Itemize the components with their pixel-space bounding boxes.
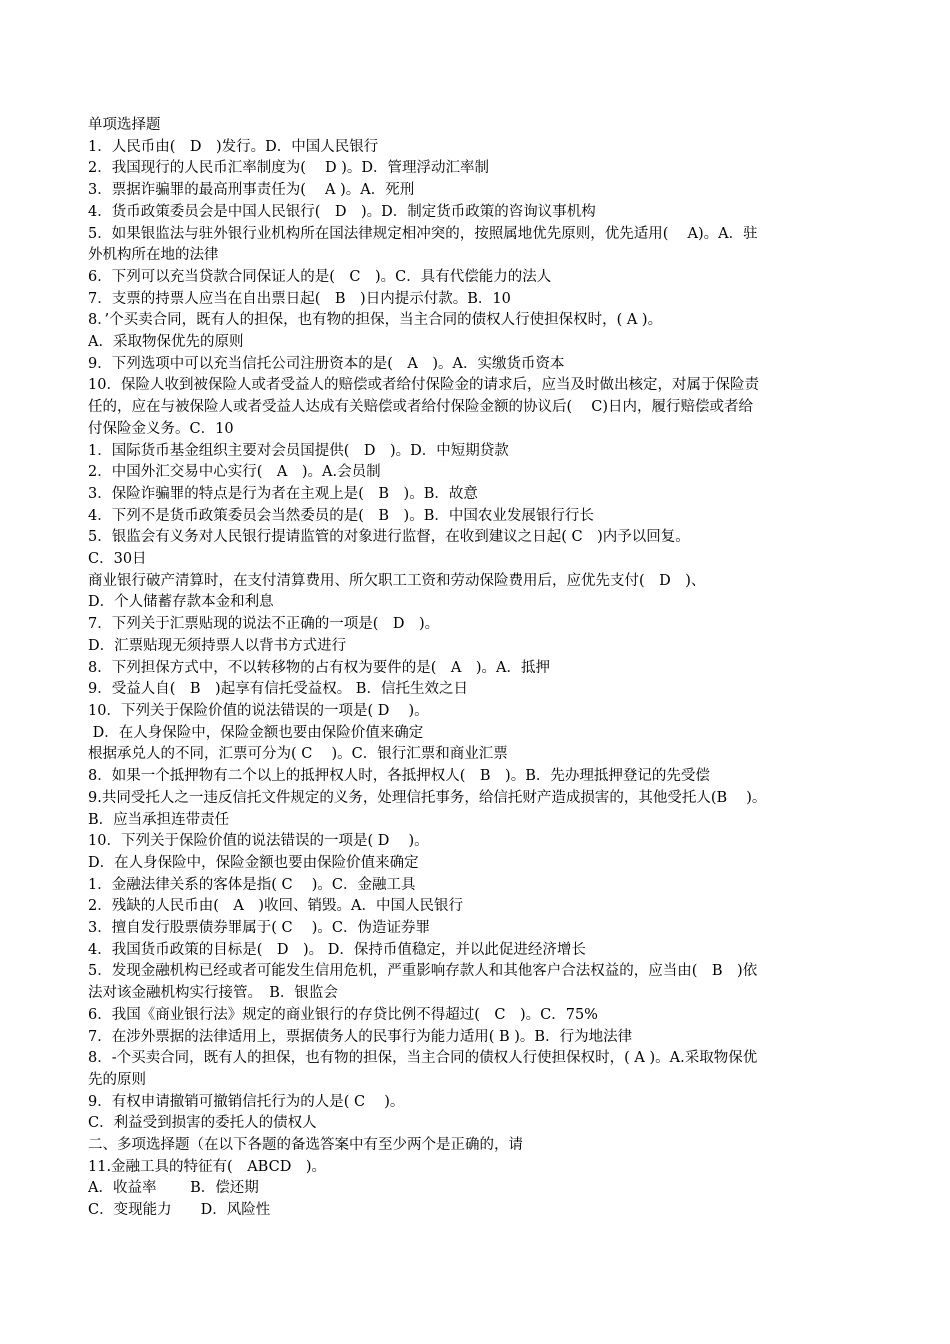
text-line: 1．国际货币基金组织主要对会员国提供( D )。D．中短期贷款 xyxy=(88,442,509,459)
text-line: 先的原则 xyxy=(88,1071,146,1088)
text-line: 2．中国外汇交易中心实行( A )。A.会员制 xyxy=(88,464,381,481)
text-line: 9.共同受托人之一违反信托文件规定的义务，处理信托事务，给信托财产造成损害的，其他受托人(B )。 xyxy=(88,789,767,806)
text-line: 10．下列关于保险价值的说法错误的一项是( D )。 xyxy=(88,833,429,850)
text-line: A．采取物保优先的原则 xyxy=(88,334,244,351)
text-line: 外机构所在地的法律 xyxy=(88,247,219,264)
text-line: 3．票据诈骗罪的最高刑事责任为( A )。A．死刑 xyxy=(88,182,415,199)
text-line: 2．我国现行的人民币汇率制度为( D )。D．管理浮动汇率制 xyxy=(88,160,490,177)
text-line: 根据承兑人的不同，汇票可分为( C )。C．银行汇票和商业汇票 xyxy=(88,746,508,763)
text-line: C．利益受到损害的委托人的债权人 xyxy=(88,1115,317,1132)
text-line: 1．人民币由( D )发行。D．中国人民银行 xyxy=(88,138,379,155)
text-line: C．变现能力 D．风险性 xyxy=(88,1202,271,1219)
text-line: 5．如果银监法与驻外银行业机构所在国法律规定相冲突的，按照属地优先原则，优先适用( A)。A．驻 xyxy=(88,225,758,242)
text-line: B．应当承担连带责任 xyxy=(88,811,230,828)
text-line: 4．下列不是货币政策委员会当然委员的是( B )。B．中国农业发展银行行长 xyxy=(88,507,594,524)
text-line: 9．受益人自( B )起享有信托受益权。 B．信托生效之日 xyxy=(88,681,468,698)
text-line: 1．金融法律关系的客体是指( C )。C．金融工具 xyxy=(88,876,416,893)
text-line: 6．下列可以充当贷款合同保证人的是( C )。C．具有代偿能力的法人 xyxy=(88,268,552,285)
text-line: 法对该金融机构实行接管。 B．银监会 xyxy=(88,985,338,1002)
text-line: 7．下列关于汇票贴现的说法不正确的一项是( D )。 xyxy=(88,616,440,633)
text-line: 7．支票的持票人应当在自出票日起( B )日内提示付款。B．10 xyxy=(88,290,511,307)
text-line: 10．下列关于保险价值的说法错误的一项是( D )。 xyxy=(88,702,429,719)
text-line: 11.金融工具的特征有( ABCD )。 xyxy=(88,1158,326,1175)
text-line: 8．如果一个抵押物有二个以上的抵押权人时，各抵押权人( B )。B．先办理抵押登记的先受偿 xyxy=(88,768,710,785)
text-line: 付保险金义务。C．10 xyxy=(88,420,234,437)
text-line: 9．下列选项中可以充当信托公司注册资本的是( A )。A．实缴货币资本 xyxy=(88,355,565,372)
text-line: 商业银行破产清算时，在支付清算费用、所欠职工工资和劳动保险费用后，应优先支付( D )、 xyxy=(88,572,706,589)
text-line: 4．我国货币政策的目标是( D )。 D．保持币值稳定，并以此促进经济增长 xyxy=(88,941,586,958)
text-line: 任的，应在与被保险人或者受益人达成有关赔偿或者给付保险金额的协议后( C)日内，履行赔偿或者给 xyxy=(88,399,754,416)
text-line: 6．我国《商业银行法》规定的商业银行的存贷比例不得超过( C )。C．75% xyxy=(88,1006,598,1023)
text-line: D．在人身保险中，保险金额也要由保险价值来确定 xyxy=(88,724,424,741)
text-line: D．个人储蓄存款本金和利息 xyxy=(88,594,274,611)
text-line: 4．货币政策委员会是中国人民银行( D )。D．制定货币政策的咨询议事机构 xyxy=(88,203,596,220)
text-line: 8．下列担保方式中，不以转移物的占有权为要件的是( A )。A．抵押 xyxy=(88,659,550,676)
text-line: 8．-个买卖合同，既有人的担保，也有物的担保，当主合同的债权人行使担保权时，( A )。A.采取物保优 xyxy=(88,1050,758,1067)
text-line: D．在人身保险中，保险金额也要由保险价值来确定 xyxy=(88,854,419,871)
section-title-single-choice: 单项选择题 xyxy=(88,117,161,133)
text-line: 2．残缺的人民币由( A )收回、销毁。A．中国人民银行 xyxy=(88,898,463,915)
text-line: C．30日 xyxy=(88,551,147,568)
text-line: 9．有权申请撤销可撤销信托行为的人是( C )。 xyxy=(88,1093,405,1110)
text-line: 8．’个买卖合同，既有人的担保，也有物的担保，当主合同的债权人行使担保权时，( A )。 xyxy=(88,312,663,329)
text-line: 10．保险人收到被保险人或者受益人的赔偿或者给付保险金的请求后，应当及时做出核定，对属于保险责 xyxy=(88,377,759,394)
text-line: A．收益率 B．偿还期 xyxy=(88,1180,259,1197)
text-line: 7．在涉外票据的法律适用上，票据债务人的民事行为能力适用( B )。B．行为地法律 xyxy=(88,1028,633,1045)
text-line: 3．保险诈骗罪的特点是行为者在主观上是( B )。B．故意 xyxy=(88,485,478,502)
text-line: D．汇票贴现无须持票人以背书方式进行 xyxy=(88,637,347,654)
section-title-multiple-choice: 二、多项选择题（在以下各题的备选答案中有至少两个是正确的，请 xyxy=(88,1137,523,1154)
text-line: 3．擅自发行股票债券罪属于( C )。C．伪造证券罪 xyxy=(88,920,430,937)
text-line: 5．发现金融机构已经或者可能发生信用危机，严重影响存款人和其他客户合法权益的，应当由( B )依 xyxy=(88,963,758,980)
text-line: 5．银监会有义务对人民银行提请监管的对象进行监督，在收到建议之日起( C )内予以回复。 xyxy=(88,529,690,546)
